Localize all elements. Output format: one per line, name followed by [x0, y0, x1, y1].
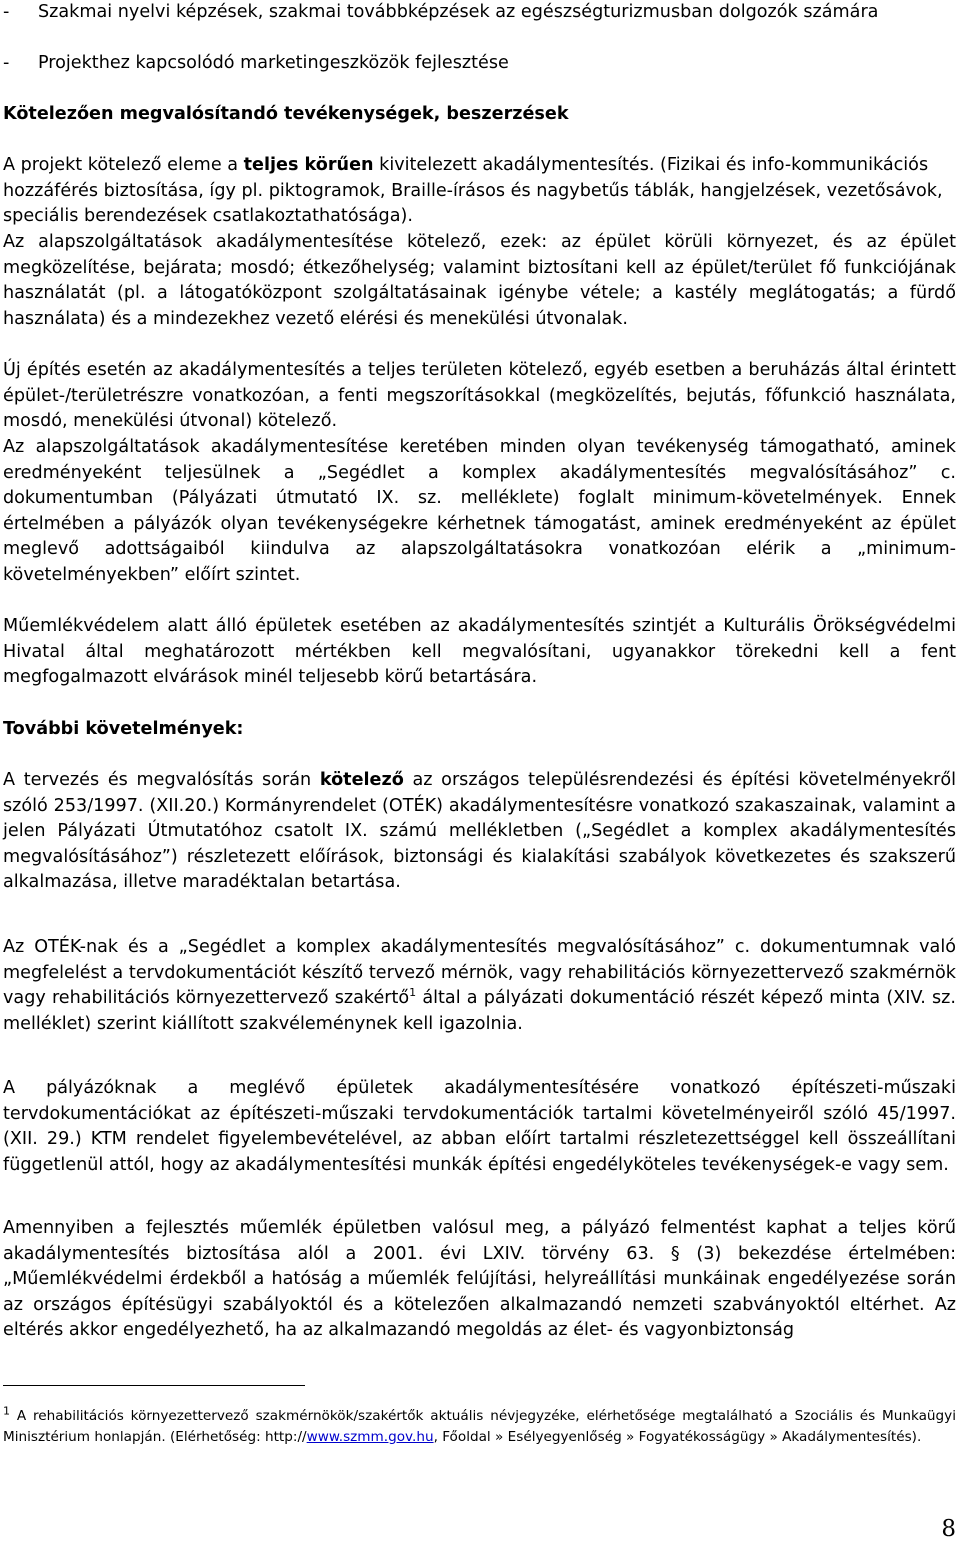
- paragraph-mandatory-element: [3, 153, 956, 230]
- bullet-dash: -: [3, 2, 10, 22]
- section-heading: Kötelezően megvalósítandó tevékenységek, beszerzések: [3, 104, 569, 124]
- footnote-mark: 1: [3, 1404, 10, 1418]
- bullet-dash: -: [3, 53, 10, 73]
- bullet-item: [3, 51, 956, 77]
- paragraph-monument-exemption: [3, 1216, 956, 1344]
- text-run: az országos településrendezési és építési követelményekről szóló 253/1997. (XII.20.) Kormányrendelet (OTÉK) akadálymentesítésre vonatkozó szakaszainak, valamint a jelen Pályázati Útmutatóhoz csatolt IX. számú mellékletben („Segédlet a komplex akadálymentesítés megvalósításához”) részletezett előírások, biztonsági és kialakítási szabályok következetes és szakszerű alkalmazása, illetve maradéktalan betartása.: [3, 770, 956, 893]
- bullet-text: Projekthez kapcsolódó marketingeszközök fejlesztése: [38, 53, 509, 73]
- page-number: 8: [941, 1516, 956, 1542]
- footnote-separator: [3, 1385, 305, 1386]
- website-link[interactable]: www.szmm.gov.hu: [306, 1429, 434, 1445]
- footnote: [3, 1406, 956, 1448]
- section-heading: További követelmények:: [3, 719, 244, 739]
- paragraph-text: Amennyiben a fejlesztés műemlék épületben valósul meg, a pályázó felmentést kaphat a teljes körű akadálymentesítés biztosítása alól a 2001. évi LXIV. törvény 63. § (3) bekezdése értelmében: „Műemlékvédelmi érdekből a hatóság a műemlék felújítási, helyreállítási munkáinak engedélyezése során az országos építésügyi szabályoktól és a kötelezően alkalmazandó nemzeti szabványoktól eltérhet. Az eltérés akkor engedélyezhető, ha az alkalmazandó megoldás az élet- és vagyonbiztonság: [3, 1218, 956, 1341]
- bold-text: kötelező: [319, 770, 404, 790]
- bullet-item: [3, 0, 956, 26]
- footnote-reference[interactable]: 1: [409, 986, 417, 1000]
- text-run: kivitelezett akadálymentesítés. (Fizikai és info-kommunikációs hozzáférés biztosítása, így pl. piktogramok, Braille-írásos és nagybetűs táblák, hangjelzések, vezetősávok, speciális berendezések csatlakoztathatósága).: [3, 155, 943, 227]
- paragraph-technical-documentation: [3, 1076, 956, 1178]
- footnote-text: A rehabilitációs környezettervező szakmérnökök/szakértők aktuális névjegyzéke, elérhetősége megtalálható a Szociális és Munkaügyi Minisztérium honlapján. (Elérhetőség: http://: [3, 1408, 956, 1445]
- paragraph-new-construction: [3, 358, 956, 435]
- paragraph-expert-opinion: [3, 935, 956, 1037]
- text-run: A tervezés és megvalósítás során: [3, 770, 320, 790]
- text-run: A projekt kötelező eleme a: [3, 155, 244, 175]
- paragraph-text: Az alapszolgáltatások akadálymentesítése kötelező, ezek: az épület körüli környezet, és az épület megközelítése, bejárata; mosdó; étkezőhelység; valamint biztosítani kell az épület/terület fő funkciójának használatát (pl. a látogatóközpont szolgáltatásainak igénybe vétele; a kastély meglátogatás; a fürdő használata) és a mindezekhez vezető elérési és menekülési útvonalak.: [3, 232, 956, 329]
- footnote-text: , Főoldal » Esélyegyenlőség » Fogyatékosságügy » Akadálymentesítés).: [433, 1429, 922, 1445]
- bullet-text: Szakmai nyelvi képzések, szakmai továbbképzések az egészségturizmusban dolgozók számára: [38, 2, 879, 22]
- paragraph-text: A pályázóknak a meglévő épületek akadálymentesítésére vonatkozó építészeti-műszaki tervdokumentációkat az építészeti-műszaki tervdokumentációk tartalmi követelményeiről szóló 45/1997. (XII. 29.) KTM rendelet figyelembevételével, az abban előírt tartalmi részletezettséggel kell összeállítani függetlenül attól, hogy az akadálymentesítési munkák építési engedélyköteles tevékenységek-e vagy sem.: [3, 1078, 956, 1175]
- paragraph-monument-protection: [3, 614, 956, 691]
- paragraph-supported-activities: [3, 435, 956, 589]
- paragraph-text: Új építés esetén az akadálymentesítés a teljes területen kötelező, egyéb esetben a beruházás által érintett épület-/területrészre vonatkozóan, a fenti megszorításokkal (megközelítés, bejutás, főfunkció használata, mosdó, menekülési útvonal) kötelező.: [3, 360, 956, 432]
- text-run: Az OTÉK-nak és a „Segédlet a komplex akadálymentesítés megvalósításához” c. dokumentumnak való megfelelést a tervdokumentációt készítő tervező mérnök, vagy rehabilitációs környezettervező szakmérnök vagy rehabilitációs környezettervező szakértő: [3, 937, 956, 1009]
- paragraph-planning-requirements: [3, 768, 956, 896]
- paragraph-basic-services: [3, 230, 956, 332]
- bold-text: teljes körűen: [243, 155, 374, 175]
- paragraph-text: Műemlékvédelem alatt álló épületek esetében az akadálymentesítés szintjét a Kulturális Örökségvédelmi Hivatal által meghatározott mértékben kell megvalósítani, ugyanakkor törekedni kell a fent megfogalmazott elvárások minél teljesebb körű betartására.: [3, 616, 956, 688]
- text-run: által a pályázati dokumentáció részét képező minta (XIV. sz. melléklet) szerint kiállított szakvéleménynek kell igazolnia.: [3, 988, 956, 1034]
- paragraph-text: Az alapszolgáltatások akadálymentesítése keretében minden olyan tevékenység támogatható, aminek eredményeként teljesülnek a „Segédlet a komplex akadálymentesítés megvalósításához” c. dokumentumban (Pályázati útmutató IX. sz. melléklete) foglalt minimum-követelmények. Ennek értelmében a pályázók olyan tevékenységekre kérhetnek támogatást, aminek eredményeként az épület meglevő adottságaiból kiindulva az alapszolgáltatásokra vonatkozóan elérik a „minimum-követelményekben” előírt szintet.: [3, 437, 956, 585]
